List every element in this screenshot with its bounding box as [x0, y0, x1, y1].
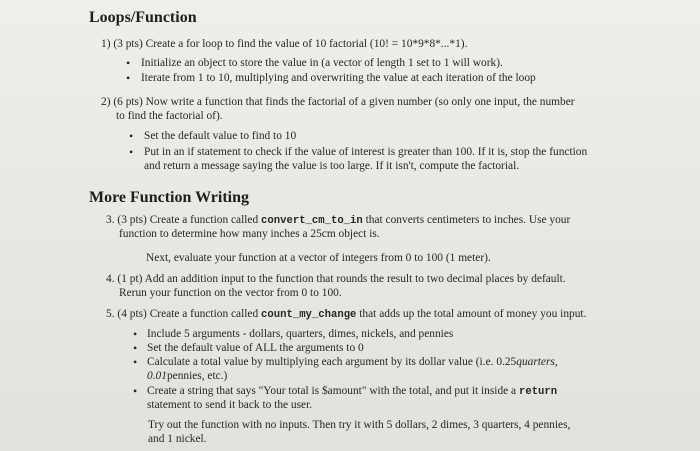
q2-number: 2) [101, 96, 111, 108]
q5-bullet-3-line-1 [147, 355, 558, 369]
q2-bullet-1: Set the default value to find to 10 [144, 130, 297, 142]
q3-function-name: convert_cm_to_in [261, 215, 363, 227]
q4-text: Add an addition input to the function that rounds the result to two decimal places by default. [144, 273, 566, 285]
q5-try-line-2: and 1 nickel. [148, 433, 207, 445]
q3-number: 3. [106, 214, 115, 226]
q3-post: that converts centimeters to inches. Use your [365, 214, 571, 226]
q4-line-2: Rerun your function on the vector from 0 to 100. [119, 287, 342, 299]
q5-bullet-2: Set the default value of ALL the arguments to 0 [147, 342, 364, 354]
bullet-icon: • [133, 384, 138, 398]
q5-bullet-4-line-1 [147, 384, 557, 399]
q2-bullet-2-line-2: and return a message saying the value is too large. If it isn't, compute the factorial. [144, 160, 520, 172]
q1-bullet-1: Initialize an object to store the value in (a vector of length 1 set to 1 will work). [141, 57, 503, 69]
heading-more-function-writing: More Function Writing [89, 189, 249, 206]
q2-bullet-2-line-1: Put in an if statement to check if the value of interest is greater than 100. If it is, stop the function [144, 146, 588, 158]
q5-return-keyword: return [518, 386, 558, 398]
bullet-icon: • [133, 341, 138, 355]
q2-line-1 [101, 95, 575, 109]
heading-loops-function: Loops/Function [89, 9, 197, 26]
q5-bullet-3-italic: quarters, [516, 356, 558, 368]
q5-bullet-4-line-2: statement to send it back to the user. [147, 399, 313, 411]
q1-number: 1) [101, 38, 111, 50]
q5-bullet-3-text-2: pennies, etc.) [166, 370, 228, 382]
q2-text: Now write a function that finds the factorial of a given number (so only one input, the number [145, 96, 575, 108]
q5-bullet-3-italic-value: 0.01 [147, 370, 167, 382]
q1-points: (3 pts) [113, 38, 143, 50]
q1-bullet-2: Iterate from 1 to 10, multiplying and overwriting the value at each iteration of the loop [141, 72, 536, 84]
q5-bullet-3-line-2 [147, 369, 227, 383]
q5-bullet-4-text: Create a string that says "Your total is $amount" with the total, and put it inside a [147, 385, 517, 397]
q3-next: Next, evaluate your function at a vector of integers from 0 to 100 (1 meter). [146, 252, 491, 264]
q4-number: 4. [106, 273, 115, 285]
q5-post: that adds up the total amount of money you input. [359, 308, 587, 320]
bullet-icon: • [126, 71, 131, 85]
q3-pre: Create a function called [149, 214, 259, 226]
q5-number: 5. [106, 308, 115, 320]
q5-bullet-3-text: Calculate a total value by multiplying each argument by its dollar value (i.e. 0.25 [147, 356, 517, 368]
q4-line-1 [106, 272, 566, 286]
q4-points: (1 pt) [117, 273, 143, 285]
q3-line-2: function to determine how many inches a 25cm object is. [119, 228, 380, 240]
q1-line [101, 37, 467, 51]
q5-points: (4 pts) [117, 308, 147, 320]
q3-points: (3 pts) [117, 214, 147, 226]
q5-bullet-1: Include 5 arguments - dollars, quarters, dimes, nickels, and pennies [147, 328, 454, 340]
q3-line-1 [106, 213, 570, 228]
bullet-icon: • [126, 56, 131, 70]
bullet-icon: • [129, 145, 134, 159]
q5-pre: Create a function called [149, 308, 259, 320]
q2-line-2: to find the factorial of). [116, 110, 223, 122]
q5-try-line-1: Try out the function with no inputs. Then try it with 5 dollars, 2 dimes, 3 quarters, 4 pennies, [148, 419, 571, 431]
bullet-icon: • [133, 355, 138, 369]
bullet-icon: • [133, 327, 138, 341]
bullet-icon: • [129, 129, 134, 143]
q2-points: (6 pts) [113, 96, 143, 108]
q1-text: Create a for loop to find the value of 10 factorial (10! = 10*9*8*...*1). [145, 38, 468, 50]
q5-line-1 [106, 307, 586, 322]
q5-function-name: count_my_change [261, 309, 357, 321]
